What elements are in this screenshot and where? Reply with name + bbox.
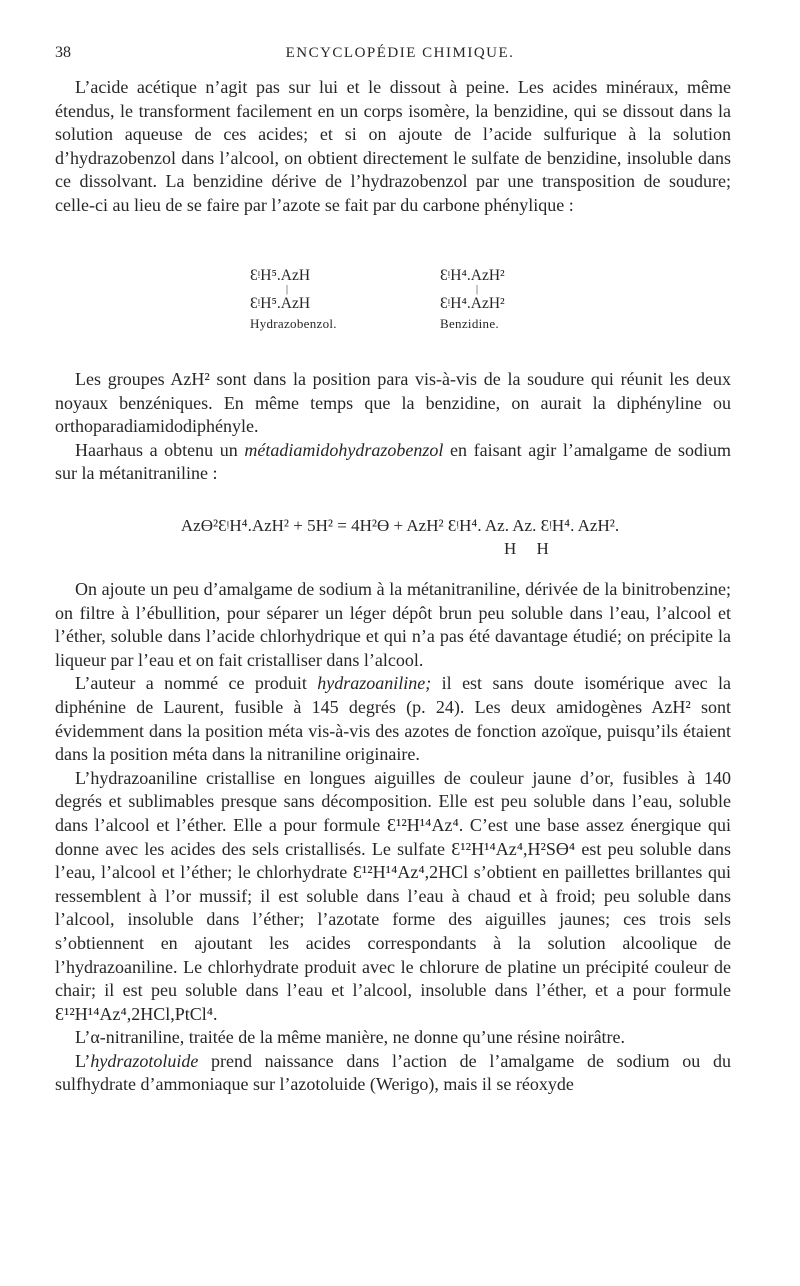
equation-main: AzƟ²ƐᵎH⁴.AzH² + 5H² = 4H²Ɵ + AzH² ƐᵎH⁴. Az. Az. ƐᵎH⁴. AzH².: [180, 516, 620, 535]
paragraph-5-end: il est sans doute isomérique avec la diphénine de Laurent, fusible à 145 degrés (p. 24). Les deux amidogènes AzH² sont évidemment dans la position méta vis-à-vis des azotes de fonction azoïque, puisqu’ils étaient dans la position méta dans la nitraniline originaire.: [55, 673, 731, 765]
formula-right-caption: Benzidine.: [440, 316, 499, 331]
paragraph-3: [55, 439, 731, 486]
paragraph-6: L’hydrazoaniline cristallise en longues aiguilles de couleur jaune d’or, fusibles à 140 degrés et sublimables presque sans décomposition. Elle est peu soluble dans l’eau, soluble dans l’alcool et l’éther. Elle a pour formule Ɛ¹²H¹⁴Az⁴. C’est une base assez énergique qui donne avec les acides des sels cristallisés. Le sulfate Ɛ¹²H¹⁴Az⁴,H²SƟ⁴ est peu soluble dans l’eau, l’alcool et l’éther; le chlorhydrate Ɛ¹²H¹⁴Az⁴,2HCl s’obtient en paillettes brillantes qui ressemblent à l’or mussif; il est soluble dans l’eau à chaud et à froid; peu soluble dans l’alcool, insoluble dans l’éther; l’azotate forme des aiguilles jaunes; ces trois sels s’obtiennent en ajoutant les acides correspondants à la solution alcoolique de l’hydrazoaniline. Le chlorhydrate produit avec le chlorure de platine un précipité couleur de chair; il est peu soluble dans l’eau et l’alcool, insoluble dans l’éther, et a pour formule Ɛ¹²H¹⁴Az⁴,2HCl,PtCl⁴.: [55, 767, 731, 1024]
bond-line-icon: |: [476, 284, 479, 295]
paragraph-8: [55, 1050, 731, 1097]
reaction-equation: [0, 515, 800, 558]
structural-formulas: [200, 266, 620, 336]
paragraph-5: [55, 672, 731, 766]
formula-left-bottom: ƐᵎH⁵.AzH: [250, 295, 311, 312]
compound-name-italic: hydrazoaniline;: [317, 673, 432, 694]
formula-right-bottom: ƐᵎH⁴.AzH²: [440, 295, 505, 312]
paragraph-8-start: L’: [75, 1050, 91, 1071]
running-title: ENCYCLOPÉDIE CHIMIQUE.: [285, 45, 515, 61]
formula-left-top: ƐᵎH⁵.AzH: [250, 267, 311, 284]
equation-subscript-h: H H: [504, 539, 557, 558]
paragraph-8-end: prend naissance dans l’action de l’amalgame de sodium ou du sulfhydrate d’ammoniaque sur l’azotoluide (Werigo), mais il se réoxyde: [55, 1050, 731, 1095]
hydrazobenzol-formula: [250, 266, 410, 332]
paragraph-5-start: L’auteur a nommé ce produit: [75, 673, 318, 694]
paragraph-2-3-block: [55, 368, 731, 486]
benzidine-formula: [440, 266, 600, 332]
compound-name-italic: métadiamidohydrazobenzol: [244, 439, 444, 460]
paragraph-3-start: Haarhaus a obtenu un: [75, 439, 245, 460]
paragraph-1: L’acide acétique n’agit pas sur lui et le dissout à peine. Les acides minéraux, même étendus, le transforment facilement en un corps isomère, la benzidine, qui se dissout dans la solution aqueuse de ces acides; et si on ajoute de l’acide sulfurique à la solution d’hydrazobenzol dans l’alcool, on obtient directement le sulfate de benzidine, insoluble dans ce dissolvant. La benzidine dérive de l’hydrazobenzol par une transposition de soudure; celle-ci au lieu de se faire par l’azote se fait par du carbone phénylique :: [55, 77, 731, 215]
paragraph-4-8-block: [55, 578, 731, 1097]
paragraph-7: L’α-nitraniline, traitée de la même manière, ne donne qu’une résine noirâtre.: [75, 1027, 626, 1048]
page-header: [0, 44, 800, 68]
compound-name-italic: hydrazotoluide: [90, 1050, 199, 1071]
page-number: 38: [55, 44, 71, 61]
paragraph-4: On ajoute un peu d’amalgame de sodium à la métanitraniline, dérivée de la binitrobenzine; on filtre à l’ébullition, pour séparer un léger dépôt brun peu soluble dans l’eau, l’alcool et l’éther, soluble dans l’acide chlorhydrique et qui n’a pas été davantage étudié; on précipite la liqueur par l’eau et on fait cristalliser dans l’alcool.: [55, 579, 731, 670]
paragraph-3-end: en faisant agir l’amalgame de sodium sur la métanitraniline :: [55, 439, 732, 484]
formula-right-top: ƐᵎH⁴.AzH²: [440, 267, 505, 284]
formula-left-caption: Hydrazobenzol.: [250, 316, 337, 331]
paragraph-1-block: [55, 76, 731, 218]
paragraph-2: Les groupes AzH² sont dans la position para vis-à-vis de la soudure qui réunit les deux noyaux benzéniques. En même temps que la benzidine, on aurait la diphényline ou orthoparadiamidodiphényle.: [55, 369, 731, 437]
bond-line-icon: |: [286, 284, 289, 295]
